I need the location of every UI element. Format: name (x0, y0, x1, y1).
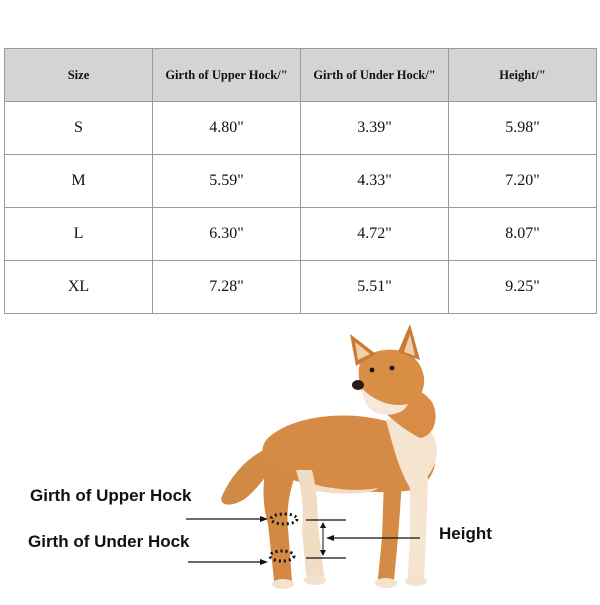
cell-under-hock-girth: 5.51" (301, 261, 449, 314)
cell-size: XL (5, 261, 153, 314)
measurement-diagram (0, 318, 600, 600)
table-row (5, 208, 597, 261)
cell-upper-hock-girth: 7.28" (153, 261, 301, 314)
cell-upper-hock-girth: 4.80" (153, 102, 301, 155)
under-hock-label: Girth of Under Hock (28, 532, 190, 551)
cell-height: 7.20" (449, 155, 597, 208)
table-row (5, 155, 597, 208)
size-chart-table (4, 48, 597, 314)
cell-size: L (5, 208, 153, 261)
upper-hock-label: Girth of Upper Hock (30, 486, 192, 505)
cell-upper-hock-girth: 6.30" (153, 208, 301, 261)
cell-height: 8.07" (449, 208, 597, 261)
cell-under-hock-girth: 3.39" (301, 102, 449, 155)
cell-height: 5.98" (449, 102, 597, 155)
header-size: Size (5, 49, 153, 102)
header-under-hock-girth: Girth of Under Hock/" (301, 49, 449, 102)
cell-size: S (5, 102, 153, 155)
header-height: Height/" (449, 49, 597, 102)
cell-height: 9.25" (449, 261, 597, 314)
table-row (5, 261, 597, 314)
header-upper-hock-girth: Girth of Upper Hock/" (153, 49, 301, 102)
cell-size: M (5, 155, 153, 208)
dog-illustration (0, 318, 600, 600)
table-row (5, 102, 597, 155)
cell-under-hock-girth: 4.33" (301, 155, 449, 208)
cell-upper-hock-girth: 5.59" (153, 155, 301, 208)
cell-under-hock-girth: 4.72" (301, 208, 449, 261)
table-header-row (5, 49, 597, 102)
height-label: Height (439, 524, 492, 543)
